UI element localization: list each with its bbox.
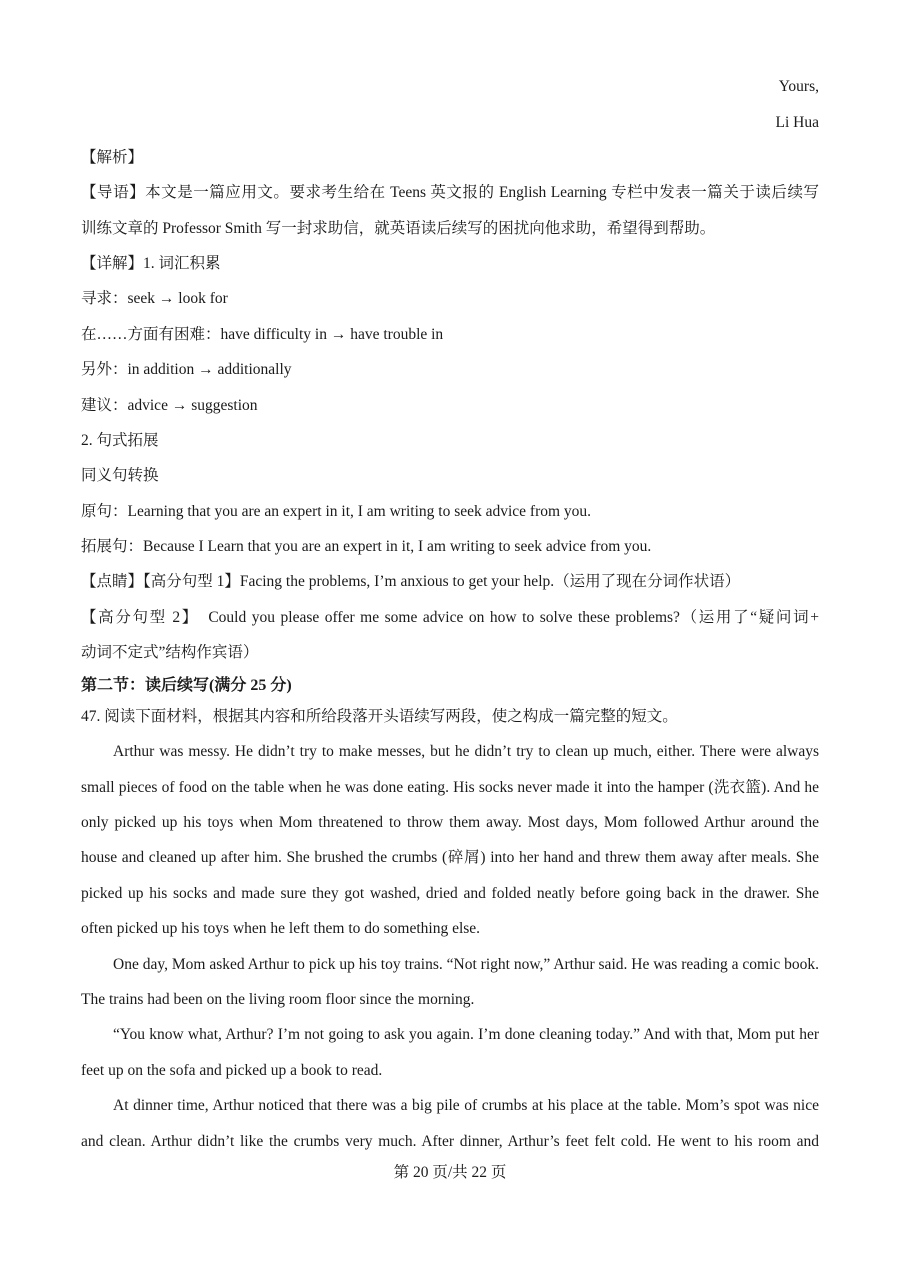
- section-title: 第二节：读后续写(满分 25 分): [81, 677, 292, 694]
- letter-signature-name: Li Hua: [775, 114, 819, 131]
- synonym-heading: 同义句转换: [81, 467, 159, 484]
- story-line: feet up on the sofa and picked up a book to read.: [81, 1062, 383, 1079]
- story-line: and clean. Arthur didn’t like the crumbs very much. After dinner, Arthur’s feet felt cold. He went to his room and: [81, 1133, 819, 1150]
- story-line: The trains had been on the living room floor since the morning.: [81, 991, 475, 1008]
- guide-text-line-2: 训练文章的 Professor Smith 写一封求助信，就英语读后续写的困扰向他求助，希望得到帮助。: [81, 220, 716, 237]
- task-instruction: 47. 阅读下面材料，根据其内容和所给段落开头语续写两段，使之构成一篇完整的短文。: [81, 708, 678, 725]
- story-line: picked up his socks and made sure they got washed, dried and folded neatly before going back in the drawer. She: [81, 885, 819, 902]
- story-line: One day, Mom asked Arthur to pick up his toy trains. “Not right now,” Arthur said. He was reading a comic book.: [113, 956, 819, 973]
- page-number-footer: 第 20 页/共 22 页: [393, 1164, 507, 1181]
- expanded-sentence: 拓展句：Because I Learn that you are an expert in it, I am writing to seek advice from you.: [81, 538, 652, 555]
- story-line: small pieces of food on the table when he was done eating. His socks never made it into the hamper (洗衣篮). And he: [81, 779, 819, 796]
- sentence-expansion-heading: 2. 句式拓展: [81, 432, 159, 449]
- detail-heading: 【详解】1. 词汇积累: [81, 255, 221, 272]
- guide-text-line-1: 【导语】本文是一篇应用文。要求考生给在 Teens 英文报的 English Learning 专栏中发表一篇关于读后续写: [81, 184, 819, 201]
- story-line: only picked up his toys when Mom threatened to throw them away. Most days, Mom followed Arthur around the: [81, 814, 819, 831]
- highlight-pattern-1: 【点睛】【高分句型 1】Facing the problems, I’m anxious to get your help.（运用了现在分词作状语）: [81, 573, 741, 590]
- story-line: often picked up his toys when he left them to do something else.: [81, 920, 481, 937]
- analysis-heading: 【解析】: [81, 149, 144, 166]
- story-line: house and cleaned up after him. She brushed the crumbs (碎屑) into her hand and threw them away after meals. She: [81, 849, 819, 866]
- story-line: At dinner time, Arthur noticed that there was a big pile of crumbs at his place at the table. Mom’s spot was nice: [113, 1097, 819, 1114]
- story-line: “You know what, Arthur? I’m not going to ask you again. I’m done cleaning today.” And with that, Mom put her: [113, 1026, 819, 1043]
- highlight-pattern-2-line-1: 【高分句型 2】 Could you please offer me some advice on how to solve these problems?（运用了“疑问词+: [81, 609, 819, 626]
- letter-closing: Yours,: [778, 78, 819, 95]
- story-line: Arthur was messy. He didn’t try to make messes, but he didn’t try to clean up much, either. There were always: [113, 743, 819, 760]
- vocab-item: 寻求：seek → look for: [81, 290, 228, 307]
- highlight-pattern-2-line-2: 动词不定式”结构作宾语）: [81, 644, 259, 661]
- vocab-item: 另外：in addition → additionally: [81, 361, 292, 378]
- original-sentence: 原句：Learning that you are an expert in it, I am writing to seek advice from you.: [81, 503, 592, 520]
- vocab-item: 在……方面有困难：have difficulty in → have trouble in: [81, 326, 444, 343]
- vocab-item: 建议：advice → suggestion: [81, 397, 258, 414]
